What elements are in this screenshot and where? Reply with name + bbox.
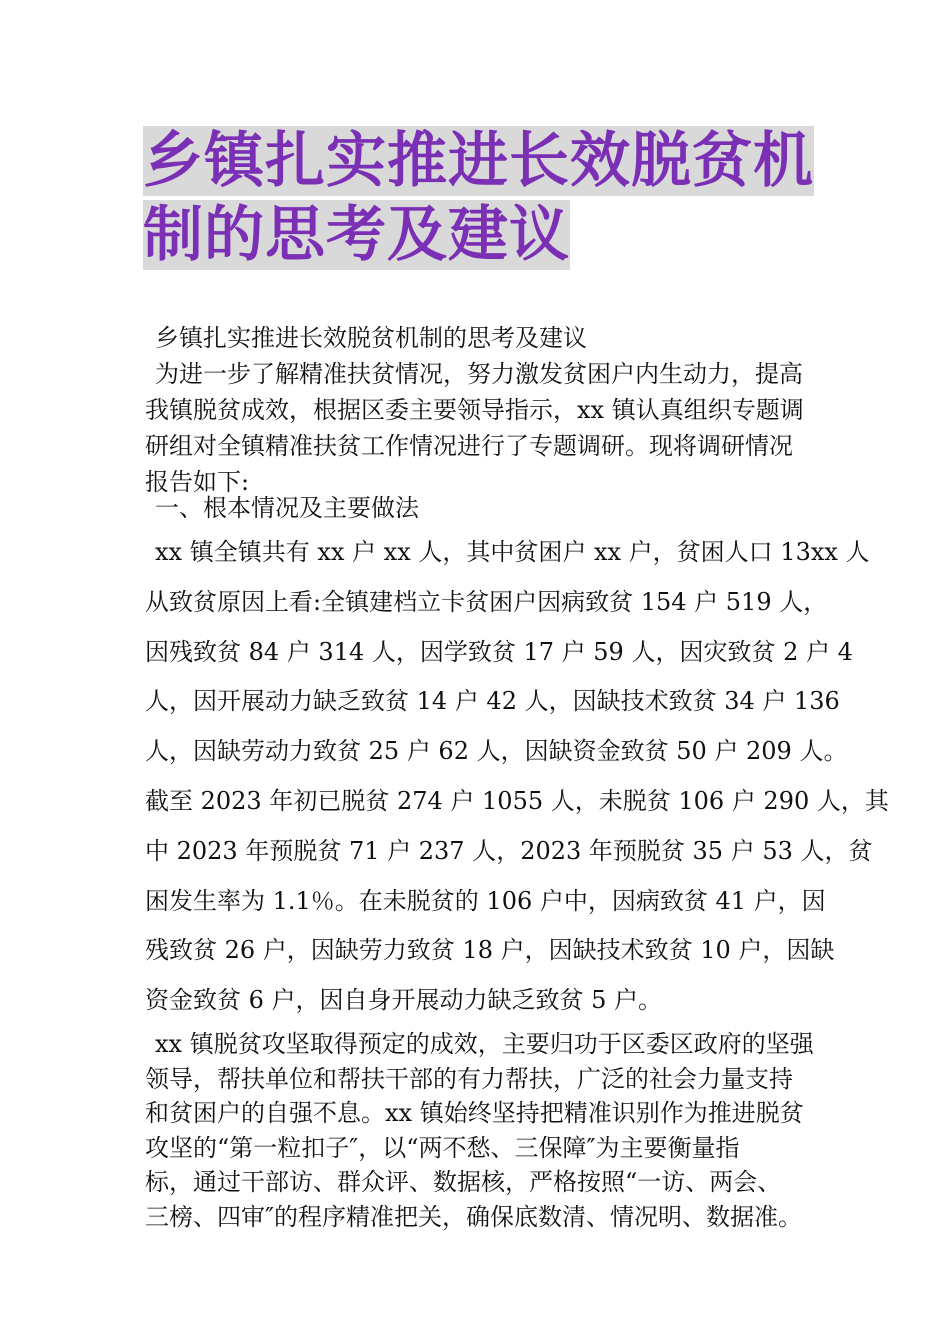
stats-line-5: 人，因缺劳动力致贫 25 户 62 人，因缺资金致贫 50 户 209 人。 [145, 737, 848, 766]
stats-line-1: xx 镇全镇共有 xx 户 xx 人，其中贫困户 xx 户，贫困人口 13xx 人 [155, 538, 870, 566]
stats-paragraph [145, 528, 889, 1026]
intro-line-1: 为进一步了解精准扶贫情况，努力激发贫困户内生动力，提高 [155, 360, 803, 388]
intro-line-4: 报告如下: [145, 468, 250, 496]
subtitle-line: 乡镇扎实推进长效脱贫机制的思考及建议 [155, 324, 587, 352]
section1-heading: 一、根本情况及主要做法 [155, 494, 419, 522]
achievement-line-4: 攻坚的“第一粒扣子″，以“两不愁、三保障″为主要衡量指 [145, 1133, 740, 1162]
stats-line-7: 中 2023 年预脱贫 71 户 237 人，2023 年预脱贫 35 户 53 人，贫 [145, 836, 873, 865]
stats-line-3: 因残致贫 84 户 314 人，因学致贫 17 户 59 人，因灾致贫 2 户 4 [145, 637, 853, 666]
achievement-line-5: 标，通过干部访、群众评、数据核，严格按照“一访、两会、 [145, 1168, 782, 1196]
section-heading [145, 490, 815, 526]
intro-line-3: 研组对全镇精准扶贫工作情况进行了专题调研。现将调研情况 [145, 432, 793, 460]
achievement-line-1: xx 镇脱贫攻坚取得预定的成效，主要归功于区委区政府的坚强 [155, 1030, 814, 1058]
stats-line-8: 困发生率为 1.1％。在未脱贫的 106 户中，因病致贫 41 户，因 [145, 886, 826, 915]
achievement-paragraph [145, 1027, 815, 1234]
title-line-2: 制的思考及建议 [143, 200, 570, 270]
intro-paragraph [145, 320, 815, 500]
stats-line-2: 从致贫原因上看:全镇建档立卡贫困户因病致贫 154 户 519 人， [145, 587, 828, 616]
achievement-line-3: 和贫困户的自强不息。xx 镇始终坚持把精准识别作为推进脱贫 [145, 1099, 804, 1127]
achievement-line-6: 三榜、四审″的程序精准把关，确保底数清、情况明、数据准。 [145, 1202, 802, 1231]
stats-line-6: 截至 2023 年初已脱贫 274 户 1055 人，未脱贫 106 户 290 人，其 [145, 786, 889, 815]
stats-line-4: 人，因开展动力缺乏致贫 14 户 42 人，因缺技术致贫 34 户 136 [145, 687, 840, 716]
document-title [143, 126, 813, 274]
intro-line-2: 我镇脱贫成效，根据区委主要领导指示，xx 镇认真组织专题调 [145, 396, 804, 424]
achievement-line-2: 领导，帮扶单位和帮扶干部的有力帮扶，广泛的社会力量支持 [145, 1064, 793, 1093]
stats-line-9: 残致贫 26 户，因缺劳力致贫 18 户，因缺技术致贫 10 户，因缺 [145, 936, 835, 965]
stats-line-10: 资金致贫 6 户，因自身开展动力缺乏致贫 5 户。 [145, 986, 663, 1015]
title-line-1: 乡镇扎实推进长效脱贫机 [143, 126, 814, 196]
